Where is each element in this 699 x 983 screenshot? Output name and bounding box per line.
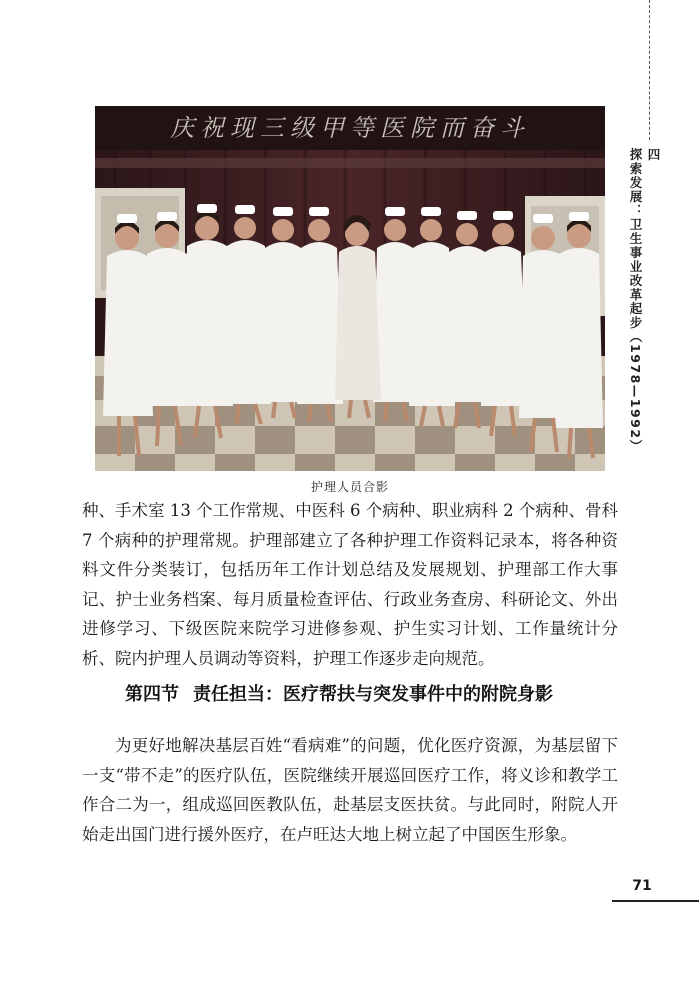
- chapter-title: 探索发展：卫生事业改革起步（1978—1992）: [628, 148, 643, 454]
- margin-dashed-rule: [649, 0, 650, 140]
- body-paragraph-1: 种、手术室 13 个工作常规、中医科 6 个病种、职业病科 2 个病种、骨科 7 个病种的护理常规。护理部建立了各种护理工作资料记录本，将各种资料文件分类装订，包括历年工作计划总结及发展规划、护理部工作大事记、护士业务档案、每月质量检查评估、行政业务查房、科研论文、外出进修学习、下级医院来院学习进修参观、护生实习计划、工作量统计分析、院内护理人员调动等资料，护理工作逐步走向规范。: [82, 501, 618, 668]
- page-number-rule: [612, 900, 699, 902]
- section-number: 第四节: [125, 684, 179, 705]
- nurses-group-photo-image: [95, 106, 605, 471]
- section-title-text: 责任担当：医疗帮扶与突发事件中的附院身影: [193, 684, 553, 705]
- page-number: 71: [632, 878, 652, 894]
- chapter-number: 四: [646, 148, 661, 162]
- photo-caption: 护理人员合影: [310, 480, 389, 494]
- group-photo: [95, 106, 605, 471]
- banner-text: 庆祝现三级甲等医院而奋斗: [170, 114, 530, 142]
- running-header: [628, 148, 662, 454]
- body-paragraph-2: 为更好地解决基层百姓“看病难”的问题，优化医疗资源，为基层留下一支“带不走”的医疗队伍，医院继续开展巡回医疗工作，将义诊和教学工作合二为一，组成巡回医教队伍，赴基层支医扶贫。与此同时，附院人开始走出国门进行援外医疗，在卢旺达大地上树立起了中国医生形象。: [82, 736, 618, 844]
- section-heading: [125, 680, 645, 706]
